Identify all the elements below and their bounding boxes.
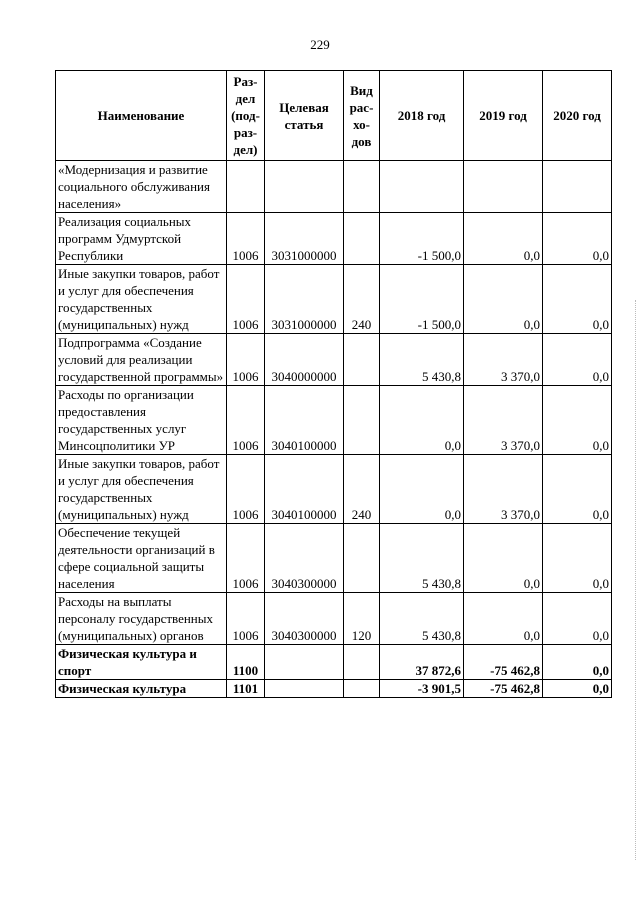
header-kind: Вид рас- хо- дов (344, 71, 380, 161)
cell-2018: 37 872,6 (380, 645, 464, 680)
cell-kind: 240 (344, 455, 380, 524)
cell-kind (344, 213, 380, 265)
cell-kind (344, 386, 380, 455)
header-article: Целевая статья (265, 71, 344, 161)
header-section: Раз- дел (под- раз- дел) (227, 71, 265, 161)
cell-2020: 0,0 (543, 593, 612, 645)
cell-2018 (380, 161, 464, 213)
table-row (56, 386, 612, 455)
cell-section (227, 161, 265, 213)
cell-section: 1006 (227, 593, 265, 645)
cell-name: Расходы по организации предоставления государственных услуг Минсоцполитики УР (56, 386, 227, 455)
table-header-row (56, 71, 612, 161)
cell-kind (344, 645, 380, 680)
cell-2019: -75 462,8 (464, 645, 543, 680)
table-row (56, 161, 612, 213)
cell-2018: 5 430,8 (380, 593, 464, 645)
cell-article: 3040300000 (265, 593, 344, 645)
cell-name: Иные закупки товаров, работ и услуг для обеспечения государственных (муниципальных) нужд (56, 455, 227, 524)
cell-article: 3031000000 (265, 213, 344, 265)
cell-2020: 0,0 (543, 213, 612, 265)
cell-name: Расходы на выплаты персоналу государственных (муниципальных) органов (56, 593, 227, 645)
cell-article (265, 680, 344, 698)
scan-edge-line (634, 300, 636, 860)
cell-name: Физическая культура (56, 680, 227, 698)
cell-name: «Модернизация и развитие социального обслуживания населения» (56, 161, 227, 213)
cell-2019: 3 370,0 (464, 386, 543, 455)
cell-2018: 5 430,8 (380, 334, 464, 386)
cell-article: 3040100000 (265, 455, 344, 524)
cell-section: 1101 (227, 680, 265, 698)
cell-2018: 0,0 (380, 455, 464, 524)
cell-article: 3040100000 (265, 386, 344, 455)
cell-2020: 0,0 (543, 386, 612, 455)
cell-name: Реализация социальных программ Удмуртской Республики (56, 213, 227, 265)
cell-2020: 0,0 (543, 265, 612, 334)
page-number: 229 (310, 37, 330, 52)
cell-2020 (543, 161, 612, 213)
cell-2019: 3 370,0 (464, 455, 543, 524)
cell-kind (344, 161, 380, 213)
cell-article (265, 161, 344, 213)
cell-2019: 0,0 (464, 593, 543, 645)
cell-article: 3040000000 (265, 334, 344, 386)
cell-section: 1006 (227, 386, 265, 455)
cell-section: 1100 (227, 645, 265, 680)
cell-2019: 0,0 (464, 524, 543, 593)
cell-2019: 0,0 (464, 213, 543, 265)
cell-article: 3040300000 (265, 524, 344, 593)
cell-2020: 0,0 (543, 680, 612, 698)
cell-2019 (464, 161, 543, 213)
cell-section: 1006 (227, 524, 265, 593)
cell-kind (344, 524, 380, 593)
table-row (56, 524, 612, 593)
cell-2020: 0,0 (543, 334, 612, 386)
header-2019: 2019 год (464, 71, 543, 161)
table-body (56, 161, 612, 698)
cell-2020: 0,0 (543, 524, 612, 593)
header-name: Наименование (56, 71, 227, 161)
cell-section: 1006 (227, 455, 265, 524)
table-row (56, 334, 612, 386)
header-2018: 2018 год (380, 71, 464, 161)
cell-2020: 0,0 (543, 645, 612, 680)
cell-2018: -1 500,0 (380, 265, 464, 334)
cell-kind: 240 (344, 265, 380, 334)
cell-2019: 0,0 (464, 265, 543, 334)
table-row (56, 593, 612, 645)
table-row (56, 213, 612, 265)
cell-2018: -1 500,0 (380, 213, 464, 265)
cell-kind (344, 334, 380, 386)
table-row (56, 680, 612, 698)
cell-2018: 0,0 (380, 386, 464, 455)
cell-kind: 120 (344, 593, 380, 645)
cell-2018: -3 901,5 (380, 680, 464, 698)
cell-2019: -75 462,8 (464, 680, 543, 698)
table-row (56, 645, 612, 680)
cell-section: 1006 (227, 334, 265, 386)
budget-table (55, 70, 612, 698)
cell-name: Обеспечение текущей деятельности организаций в сфере социальной защиты населения (56, 524, 227, 593)
cell-name: Иные закупки товаров, работ и услуг для обеспечения государственных (муниципальных) нужд (56, 265, 227, 334)
header-2020: 2020 год (543, 71, 612, 161)
cell-name: Физическая культура и спорт (56, 645, 227, 680)
cell-2020: 0,0 (543, 455, 612, 524)
cell-article: 3031000000 (265, 265, 344, 334)
cell-2018: 5 430,8 (380, 524, 464, 593)
table-row (56, 455, 612, 524)
table-row (56, 265, 612, 334)
cell-kind (344, 680, 380, 698)
cell-article (265, 645, 344, 680)
cell-section: 1006 (227, 265, 265, 334)
cell-2019: 3 370,0 (464, 334, 543, 386)
cell-section: 1006 (227, 213, 265, 265)
cell-name: Подпрограмма «Создание условий для реализации государственной программы» (56, 334, 227, 386)
